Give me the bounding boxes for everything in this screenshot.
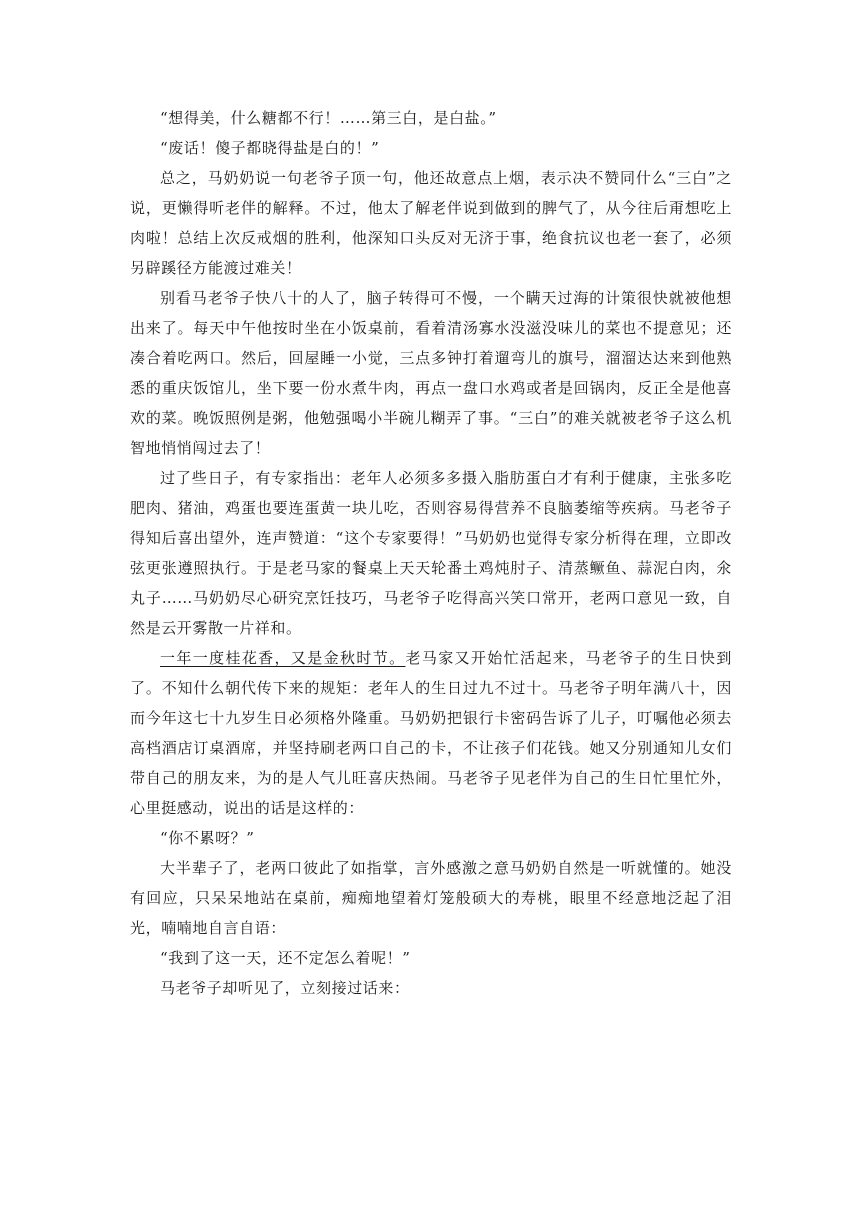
paragraph: “我到了这一天，还不定怎么着呢！”	[160, 949, 411, 967]
paragraph: 总之，马奶奶说一句老爷子顶一句，他还故意点上烟，表示决不赞同什么“三白”之说，更懒得听老伴的解释。不过，他太了解老伴说到做到的脾气了，从今往后甭想吃上肉啦！总结上次反戒烟的胜利，他深知口头反对无济于事，绝食抗议也老一套了，必须另辟蹊径方能渡过难关！	[130, 169, 732, 277]
paragraph: 马老爷子却听见了，立刻接过话来：	[160, 979, 410, 997]
paragraph: 过了些日子，有专家指出：老年人必须多多摄入脂肪蛋白才有利于健康，主张多吃肥肉、猪油，鸡蛋也要连蛋黄一块儿吃，否则容易得营养不良脑萎缩等疾病。马老爷子得知后喜出望外，连声赞道：“这个专家要得！”马奶奶也觉得专家分析得在理，立即改弦更张遵照执行。于是老马家的餐桌上天天轮番土鸡炖肘子、清蒸鳜鱼、蒜泥白肉，氽丸子……马奶奶尽心研究烹饪技巧，马老爷子吃得高兴笑口常开，老两口意见一致，自然是云开雾散一片祥和。	[130, 469, 732, 637]
paragraph: 别看马老爷子快八十的人了，脑子转得可不慢，一个瞒天过海的计策很快就被他想出来了。每天中午他按时坐在小饭桌前，看着清汤寡水没滋没味儿的菜也不提意见；还凑合着吃两口。然后，回屋睡一小觉，三点多钟打着遛弯儿的旗号，溜溜达达来到他熟悉的重庆饭馆儿，坐下要一份水煮牛肉，再点一盘口水鸡或者是回锅肉，反正全是他喜欢的菜。晚饭照例是粥，他勉强喝小半碗儿糊弄了事。“三白”的难关就被老爷子这么机智地悄悄闯过去了！	[130, 289, 732, 457]
document-page	[130, 103, 732, 1003]
paragraph: “你不累呀？”	[160, 829, 255, 847]
paragraph: “废话！傻子都晓得盐是白的！”	[160, 139, 380, 157]
paragraph	[130, 643, 732, 823]
paragraph: “想得美，什么糖都不行！……第三白，是白盐。”	[160, 109, 497, 127]
paragraph-text: 老马家又开始忙活起来，马老爷子的生日快到了。不知什么朝代传下来的规矩：老年人的生日过九不过十。马老爷子明年满八十，因而今年这七十九岁生日必须格外隆重。马奶奶把银行卡密码告诉了儿子，叮嘱他必须去高档酒店订桌酒席，并坚持刷老两口自己的卡，不让孩子们花钱。她又分别通知儿女们带自己的朋友来，为的是人气儿旺喜庆热闹。马老爷子见老伴为自己的生日忙里忙外，心里挺感动，说出的话是这样的：	[130, 649, 732, 817]
underlined-sentence: 一年一度桂花香，又是金秋时节。	[160, 649, 406, 667]
paragraph: 大半辈子了，老两口彼此了如指掌，言外感激之意马奶奶自然是一听就懂的。她没有回应，只呆呆地站在桌前，痴痴地望着灯笼般硕大的寿桃，眼里不经意地泛起了泪光，喃喃地自言自语：	[130, 859, 732, 937]
